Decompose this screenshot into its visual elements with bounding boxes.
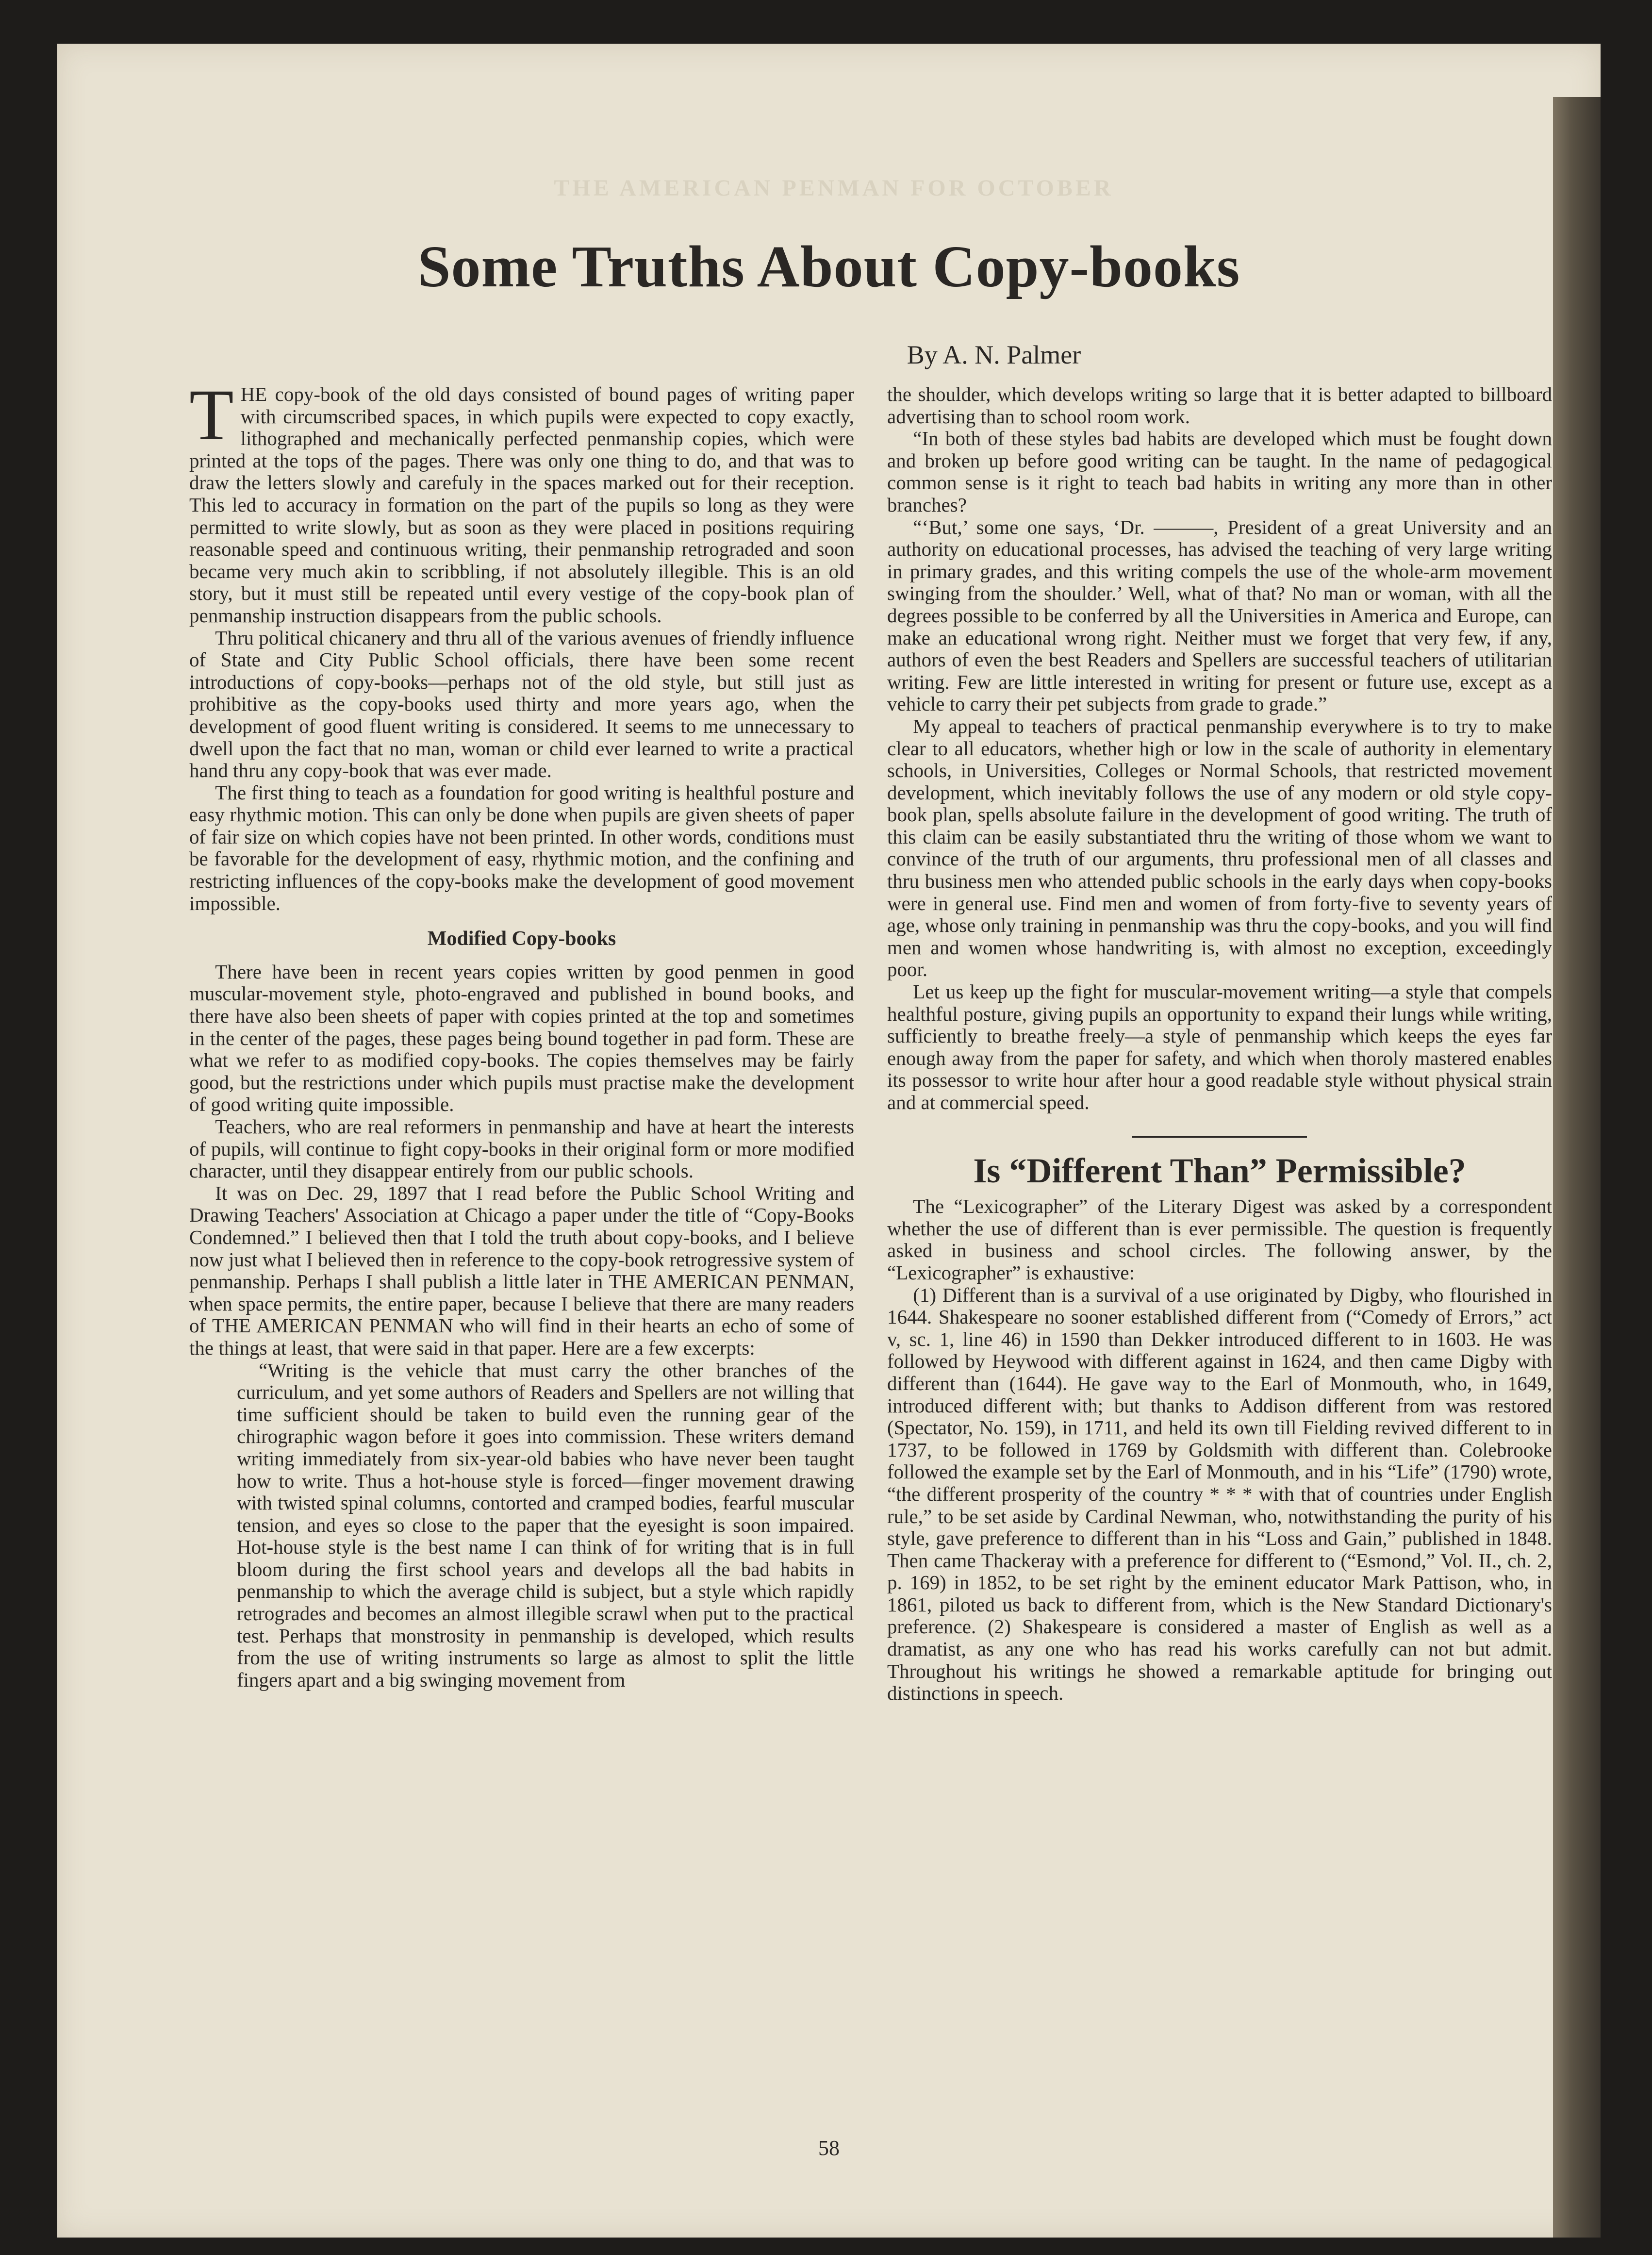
article-title: Some Truths About Copy-books	[417, 234, 1240, 299]
book-binding-edge	[1553, 97, 1601, 2238]
quote-paragraph: “‘But,’ some one says, ‘Dr. ———, President of a great University and an authority on educational processes, has advised the teaching of very large writing in primary grades, and this writing compels the use of the whole-arm movement swinging from the shoulder.’ Well, what of that? No man or woman, with all the degrees possible to be conferred by all the Universities in America and Europe, can make an educational wrong right. Neither must we forget that very few, if any, authors of even the best Readers and Spellers are successful teachers of utilitarian writing. Few are little interested in writing for present or future use, except as a vehicle to carry their pet subjects from grade to grade.”	[887, 515, 1552, 715]
drop-cap: T	[189, 375, 234, 455]
block-quote	[237, 1360, 854, 1691]
magazine-page	[57, 44, 1601, 2238]
paragraph: It was on Dec. 29, 1897 that I read before the Public School Writing and Drawing Teachers' Association at Chicago a paper under the title of “Copy-Books Condemned.” I believed then that I told the truth about copy-books, and I believe now just what I believed then in reference to the copy-book retrogressive system of penmanship. Perhaps I shall publish a little later in THE AMERICAN PENMAN, when space permits, the entire paper, because I believe that there are many readers of THE AMERICAN PENMAN who will find in their hearts an echo of some of the things at least, that were said in that paper. Here are a few excerpts:	[189, 1181, 854, 1359]
bleed-through-running-head: THE AMERICAN PENMAN FOR OCTOBER	[554, 175, 1114, 201]
page-number: 58	[818, 2136, 840, 2160]
paragraph: There have been in recent years copies written by good penmen in good muscular-movement style, photo-engraved and published in bound books, and there have also been sheets of paper with copies printed at the top and sometimes in the center of the pages, these pages being bound together in pad form. These are what we refer to as modified copy-books. The copies themselves may be fairly good, but the restrictions under which pupils must practise make the development of good writing quite impossible.	[189, 960, 854, 1116]
paragraph-text: HE copy-book of the old days consisted of bound pages of writing paper with circumscribed spaces, in which pupils were expected to copy exactly, lithographed and mechanically perfected penmanship copies, which were printed at the tops of the pages. There was only one thing to do, and that was to draw the letters slowly and carefuly in the spaces marked out for their reception. This led to accuracy in formation on the part of the pupils so long as they were permitted to write slowly, but as soon as they were placed in positions requiring reasonable speed and continuous writing, their penmanship retrograded and soon became very much akin to scribbling, if not absolutely illegible. This is an old story, but it must still be repeated until every vestige of the copy-book plan of penmanship instruction disappears from the public schools.	[189, 383, 854, 627]
paragraph: My appeal to teachers of practical penmanship everywhere is to try to make clear to all educators, whether high or low in the scale of authority in elementary schools, in Universities, Colleges or Normal Schools, that restricted movement development, which inevitably follows the use of any modern or old style copy-book plan, spells absolute failure in the development of good writing. The truth of this claim can be easily substantiated thru the writing of those whom we want to convince of the truth of our arguments, thru professional men of all classes and thru business men who attended public schools in the early days when copy-books were in general use. Find men and women of from forty-five to seventy years of age, whose only training in penmanship was thru the copy-books, and you will find men and women whose handwriting is, with almost no exception, exceedingly poor.	[887, 714, 1552, 981]
paragraph	[189, 375, 854, 627]
article-byline: By A. N. Palmer	[907, 340, 1081, 369]
quote-continuation: the shoulder, which develops writing so large that it is better adapted to billboard advertising than to school room work.	[887, 383, 1552, 428]
quote-paragraph: “Writing is the vehicle that must carry the other branches of the curriculum, and yet some authors of Readers and Spellers are not willing that time sufficient should be taken to build even the running gear of the chirographic wagon before it goes into commission. These writers demand writing immediately from six-year-old babies who have never been taught how to write. Thus a hot-house style is forced—finger movement drawing with twisted spinal columns, contorted and cramped bodies, fearful muscular tension, and eyes so close to the paper that the eyesight is soon impaired. Hot-house style is the best name I can think of for writing that is in full bloom during the first school years and develops all the bad habits in penmanship to which the average child is subject, but a style which rapidly retrogrades and becomes an almost illegible scrawl when put to the practical test. Perhaps that monstrosity in penmanship is developed, which results from the use of writing instruments so large as almost to split the little fingers apart and a big swinging movement from	[237, 1359, 854, 1691]
paragraph: (1) Different than is a survival of a use originated by Digby, who flourished in 1644. Shakespeare no sooner established different from (“Comedy of Errors,” act v, sc. 1, line 46) in 1590 than Dekker introduced different to in 1603. He was followed by Heywood with different against in 1624, and then came Digby with different than (1644). He gave way to the Earl of Monmouth, who, in 1649, introduced different with; but thanks to Addison different from was restored (Spectator, No. 159), in 1711, and held its own till Fielding revived different to in 1737, to be followed in 1769 by Goldsmith with different than. Colebrooke followed the example set by the Earl of Monmouth, and in his “Life” (1790) wrote, “the different prosperity of the country * * * with that of countries under English rule,” to be set aside by Cardinal Newman, who, notwithstanding the purity of his style, gave preference to different than in his “Loss and Gain,” published in 1848. Then came Thackeray with a preference for different to (“Esmond,” Vol. II., ch. 2, p. 169) in 1852, to be set right by the eminent educator Mark Pattison, who, in 1861, piloted us back to different from, which is the New Standard Dictionary's preference. (2) Shakespeare is considered a master of English as well as a dramatist, as any one who has read his works carefully can not but admit. Throughout his writings he showed a remarkable aptitude for bringing out distinctions in speech.	[887, 1283, 1552, 1705]
paragraph: Let us keep up the fight for muscular-movement writing—a style that compels healthful posture, giving pupils an opportunity to expand their lungs while writing, sufficiently to breathe freely—a style of penmanship which keeps the eyes far enough away from the paper for safety, and which when thoroly mastered enables its possessor to write hour after hour a good readable style without physical strain and at commercial speed.	[887, 980, 1552, 1113]
right-column	[887, 383, 1552, 1705]
paragraph: The “Lexicographer” of the Literary Digest was asked by a correspondent whether the use of different than is ever permissible. The question is frequently asked in business and school circles. The following answer, by the “Lexicographer” is exhaustive:	[887, 1195, 1552, 1284]
paragraph: Teachers, who are real reformers in penmanship and have at heart the interests of pupils, will continue to fight copy-books in their original form or more modified character, until they disappear entirely from our public schools.	[189, 1115, 854, 1182]
quote-paragraph: “In both of these styles bad habits are developed which must be fought down and broken up before good writing can be taught. In the name of pedagogical common sense is it right to teach bad habits in writing any more than in other branches?	[887, 427, 1552, 516]
paragraph: The first thing to teach as a foundation for good writing is healthful posture and easy rhythmic motion. This can only be done when pupils are given sheets of paper of fair size on which copies have not been printed. In other words, conditions must be favorable for the development of easy, rhythmic motion, and the confining and restricting influences of the copy-books make the development of good movement impossible.	[189, 781, 854, 914]
second-article-title: Is “Different Than” Permissible?	[973, 1151, 1466, 1190]
left-column	[189, 375, 854, 1691]
section-divider	[1132, 1136, 1307, 1138]
paragraph: Thru political chicanery and thru all of the various avenues of friendly influence of State and City Public School officials, there have been some recent introductions of copy-books—perhaps not of the old style, but still just as prohibitive as the copy-books used thirty and more years ago, when the development of good fluent writing is considered. It seems to me unnecessary to dwell upon the fact that no man, woman or child ever learned to write a practical hand thru any copy-book that was ever made.	[189, 626, 854, 782]
subheading: Modified Copy-books	[427, 928, 616, 950]
